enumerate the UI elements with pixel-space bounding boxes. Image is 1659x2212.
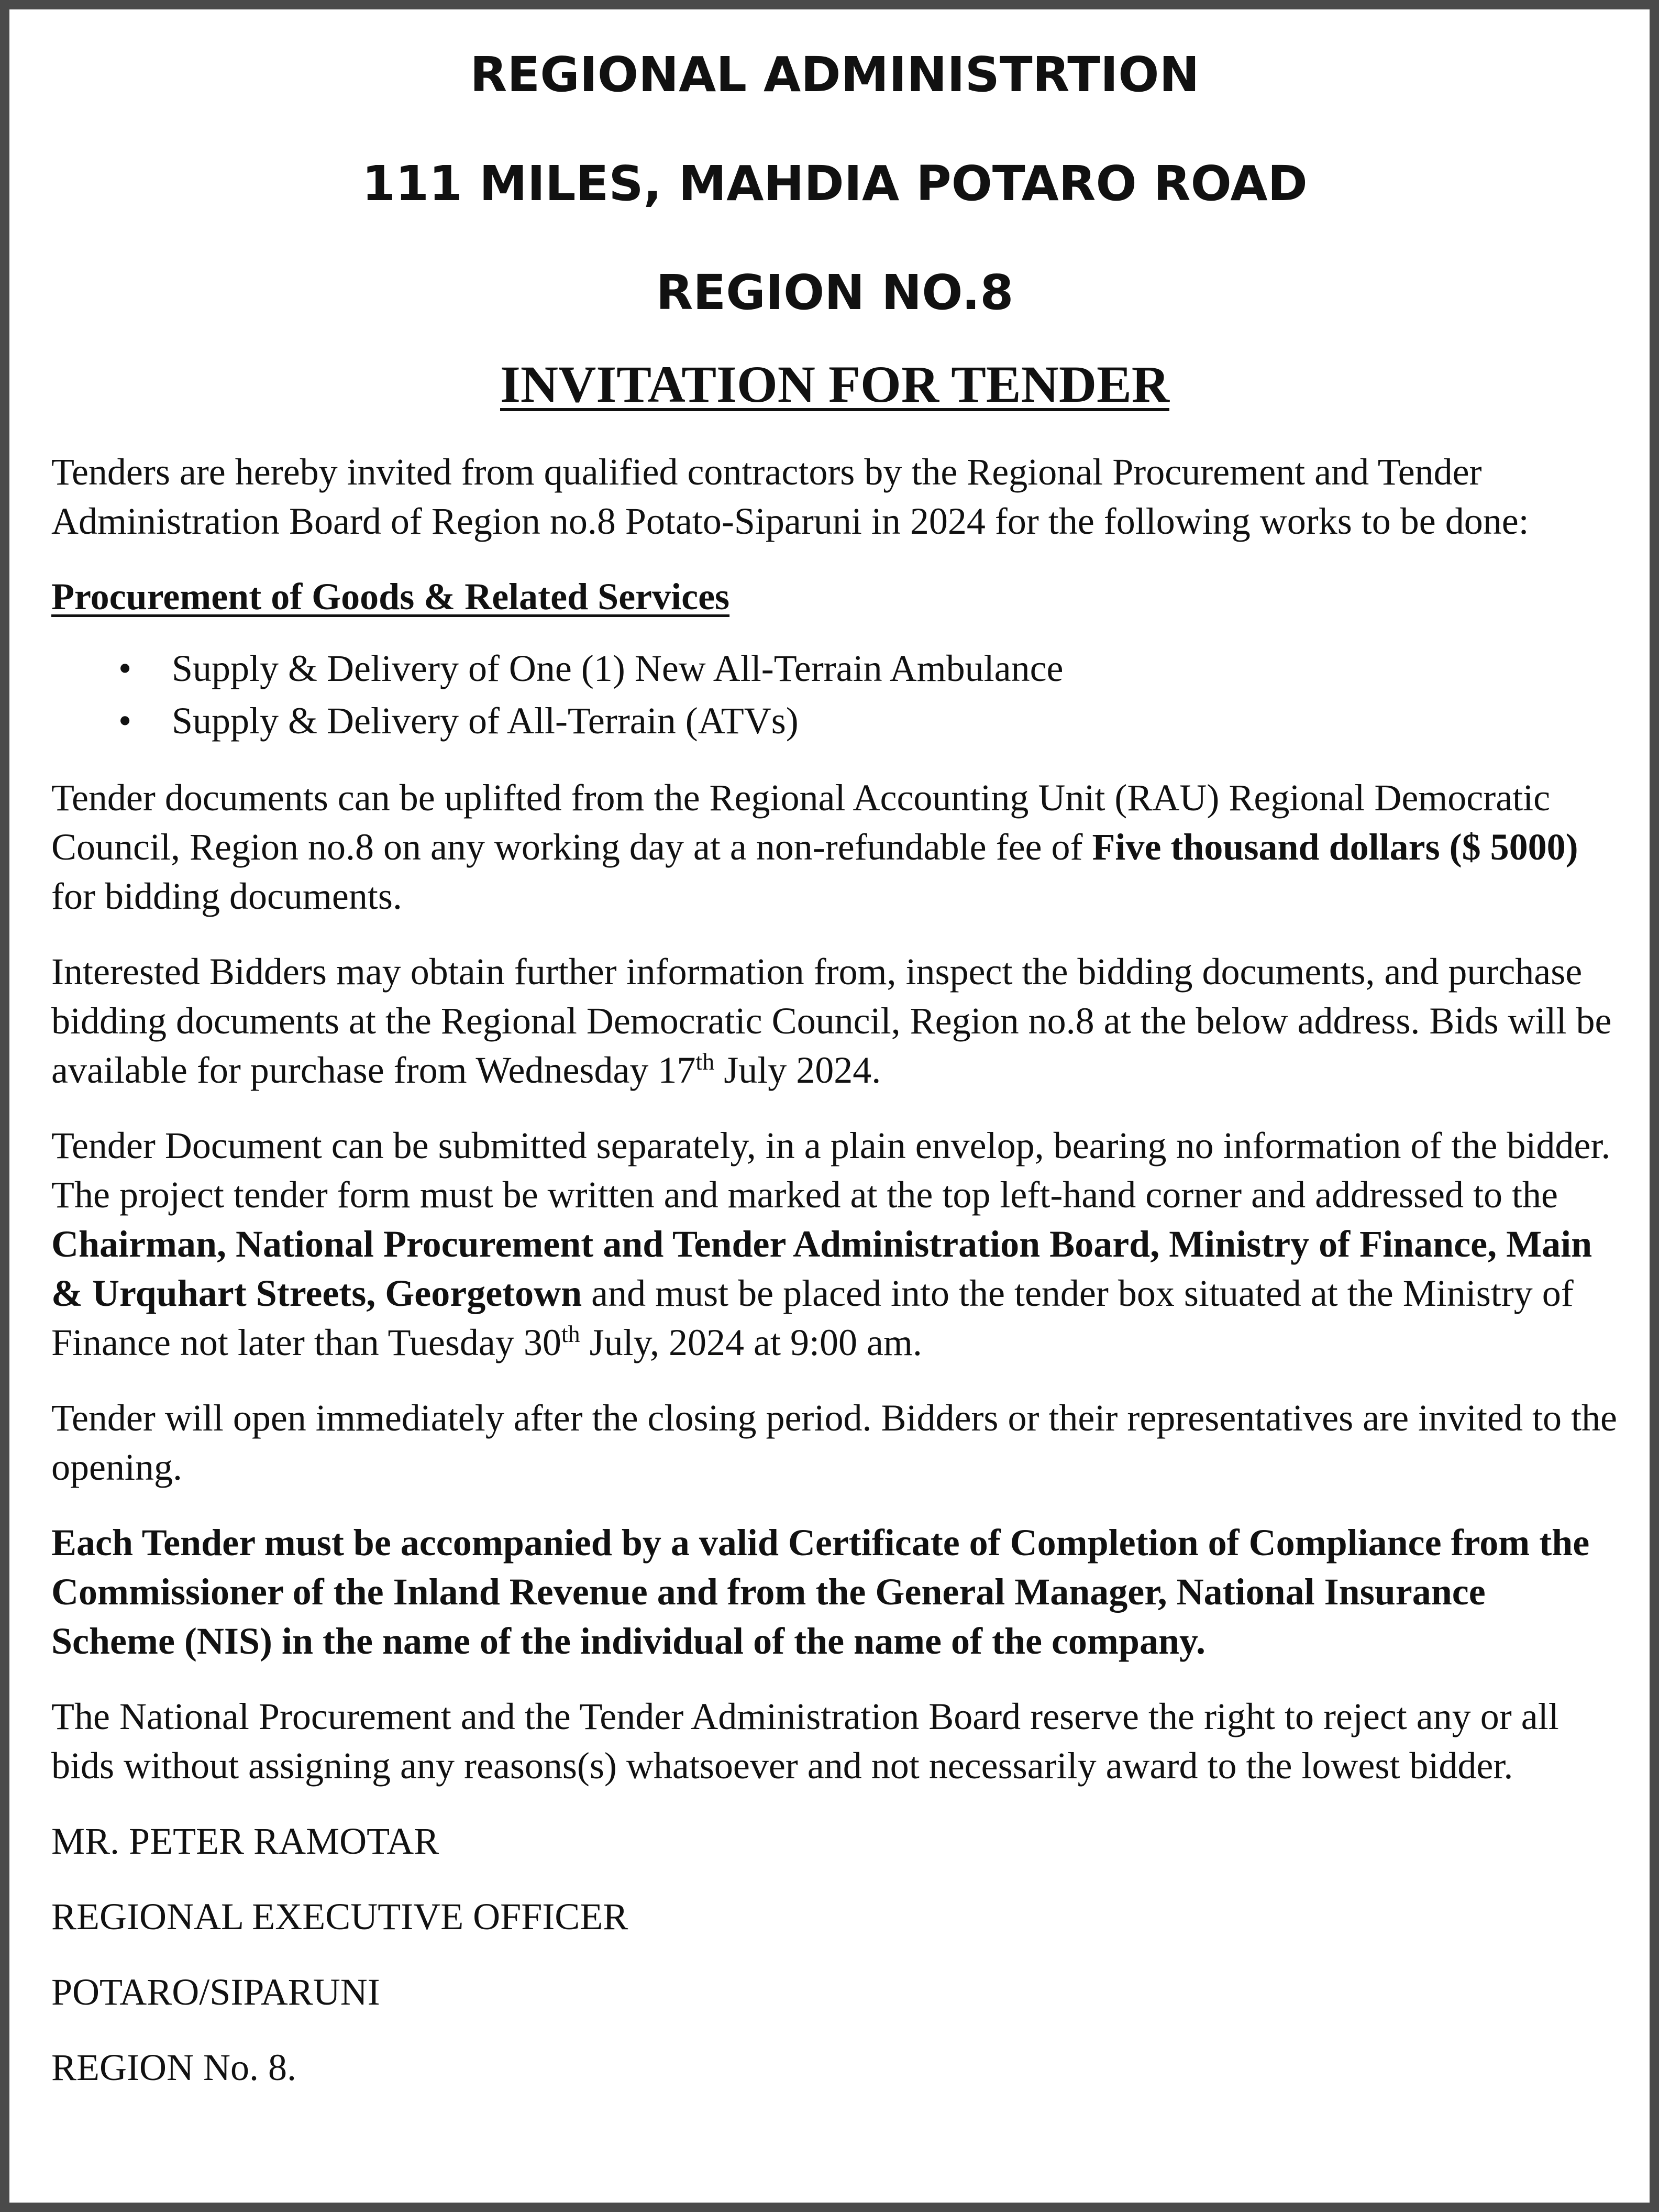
notice-content [51, 46, 1618, 2118]
header-line-3: REGION NO.8 [656, 265, 1014, 321]
documents-paragraph [51, 773, 1618, 921]
reservation-paragraph: The National Procurement and the Tender Administration Board reserve the right to reject any or all bids without assigning any reasons(s) whatsoever and not necessarily award to the lowest bidder. [51, 1696, 1559, 1787]
date-ordinal: th [695, 1048, 715, 1075]
bidders-text: Interested Bidders may obtain further information from, inspect the bidding documents, and purchase bidding documents at the Regional Democratic Council, Region no.8 at the below address. Bids will be available for purchase from Wednesday 17 [51, 951, 1612, 1091]
submission-paragraph [51, 1121, 1618, 1367]
section-heading: Procurement of Goods & Related Services [51, 576, 730, 618]
procurement-items [51, 642, 1618, 747]
signatory-region: REGION No. 8. [51, 2046, 296, 2088]
signatory-location: POTARO/SIPARUNI [51, 1971, 380, 2013]
documents-text-end: for bidding documents. [51, 875, 402, 917]
submission-text: Tender Document can be submitted separately, in a plain envelop, bearing no information of the bidder. The project tender form must be written and marked at the top left-hand corner and addressed to the [51, 1125, 1611, 1216]
list-item-text: Supply & Delivery of All-Terrain (ATVs) [172, 700, 799, 742]
document-fee: Five thousand dollars ($ 5000) [1092, 826, 1578, 868]
submission-text-middle: and must be placed into the tender box situated at the Ministry of Finance not later than Tuesday 30 [51, 1272, 1574, 1363]
documents-text: Tender documents can be uplifted from the Regional Accounting Unit (RAU) Regional Democratic Council, Region no.8 on any working day at a non-refundable fee of [51, 777, 1551, 868]
header-line-1: REGIONAL ADMINISTRTION [470, 47, 1200, 103]
submission-text-end: July, 2024 at 9:00 am. [580, 1322, 922, 1363]
bidders-paragraph [51, 947, 1618, 1095]
notice-title: INVITATION FOR TENDER [500, 355, 1169, 413]
intro-paragraph: Tenders are hereby invited from qualified contractors by the Regional Procurement and Tender Administration Board of Region no.8 Potato-Siparuni in 2024 for the following works to be done: [51, 451, 1529, 542]
deadline-ordinal: th [561, 1320, 580, 1347]
header-line-2: 111 MILES, MAHDIA POTARO ROAD [362, 156, 1308, 212]
submission-address: Chairman, National Procurement and Tender Administration Board, Ministry of Finance, Main & Urquhart Streets, Georgetown [51, 1223, 1592, 1314]
signatory-name: MR. PETER RAMOTAR [51, 1820, 439, 1862]
bullet-icon: • [118, 700, 132, 742]
compliance-paragraph [51, 1518, 1618, 1666]
bullet-icon: • [118, 647, 132, 689]
list-item [51, 642, 1618, 695]
signatory-position: REGIONAL EXECUTIVE OFFICER [51, 1896, 628, 1938]
compliance-text: Each Tender must be accompanied by a valid Certificate of Completion of Compliance from the Commissioner of the Inland Revenue and from the General Manager, National Insurance Scheme (NIS) in the name of the individual of the name of the company. [51, 1522, 1590, 1662]
list-item [51, 695, 1618, 747]
list-item-text: Supply & Delivery of One (1) New All-Terrain Ambulance [172, 647, 1064, 689]
opening-paragraph: Tender will open immediately after the closing period. Bidders or their representatives are invited to the opening. [51, 1397, 1617, 1488]
bidders-text-end: July 2024. [714, 1049, 881, 1091]
